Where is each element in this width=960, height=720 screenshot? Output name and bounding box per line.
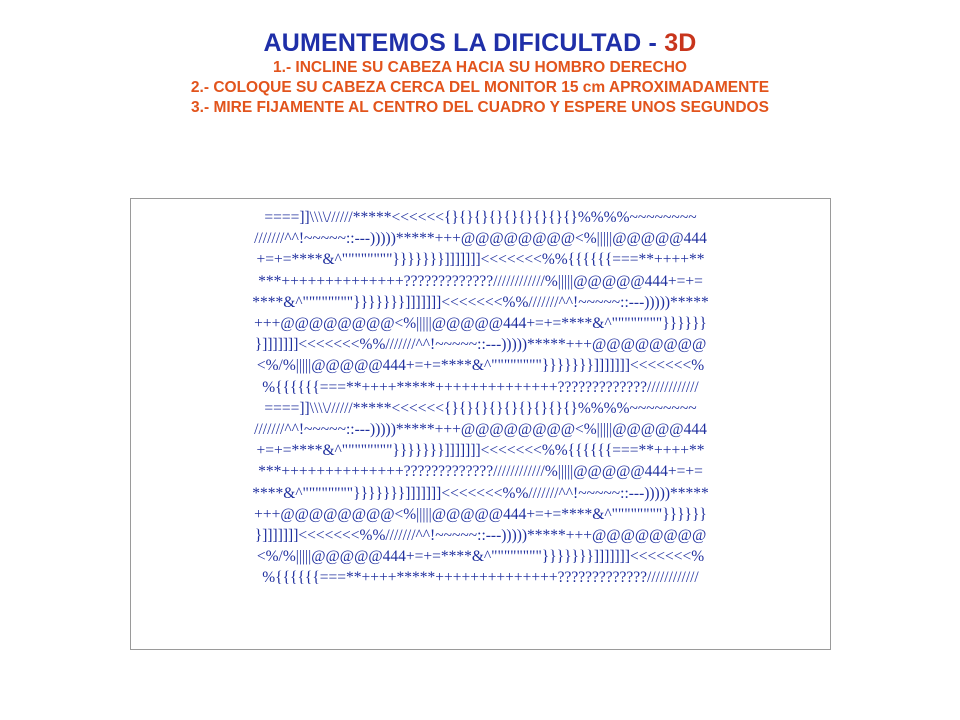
instruction-1: 1.- INCLINE SU CABEZA HACIA SU HOMBRO DERECHO: [273, 59, 687, 76]
pattern-line: ****&^""""""""}}}}}}}]]]]]]]<<<<<<<%%///////^^!~~~~~::---)))))*****: [252, 293, 709, 311]
pattern-line: +++@@@@@@@@<%|||||@@@@@444+=+=****&^""""""""}}}}}}: [254, 505, 707, 523]
pattern-line: ///////^^!~~~~~::---)))))*****+++@@@@@@@@<%|||||@@@@@444: [254, 230, 707, 248]
pattern-line: ***++++++++++++++?????????????////////////%|||||@@@@@444+=+=: [258, 272, 703, 290]
instruction-2: 2.- COLOQUE SU CABEZA CERCA DEL MONITOR 15 cm APROXIMADAMENTE: [190, 79, 770, 96]
pattern-line: +=+=****&^""""""""}}}}}}}]]]]]]]<<<<<<<%%{{{{{{===**++++**: [256, 251, 705, 269]
character-pattern: [131, 207, 830, 589]
title-accent-3d: 3D: [664, 29, 697, 57]
pattern-line: ****&^""""""""}}}}}}}]]]]]]]<<<<<<<%%///////^^!~~~~~::---)))))*****: [252, 484, 709, 502]
pattern-line: <%/%|||||@@@@@444+=+=****&^""""""""}}}}}}}]]]]]]]<<<<<<<%: [256, 357, 705, 375]
pattern-line: ====]]\\\\//////*****<<<<<<{}{}{}{}{}{}{}{}{}%%%%~~~~~~~~: [264, 209, 697, 226]
pattern-line: ///////^^!~~~~~::---)))))*****+++@@@@@@@@<%|||||@@@@@444: [254, 421, 707, 439]
pattern-line: +=+=****&^""""""""}}}}}}}]]]]]]]<<<<<<<%%{{{{{{===**++++**: [256, 442, 705, 460]
pattern-line: ====]]\\\\//////*****<<<<<<{}{}{}{}{}{}{}{}{}%%%%~~~~~~~~: [264, 399, 697, 417]
stereogram-frame: [130, 198, 831, 650]
instruction-3: 3.- MIRE FIJAMENTE AL CENTRO DEL CUADRO Y ESPERE UNOS SEGUNDOS: [191, 99, 769, 116]
pattern-line: }]]]]]]]<<<<<<<%%///////^^!~~~~~::---)))))*****+++@@@@@@@@: [254, 527, 707, 545]
pattern-line: ***++++++++++++++?????????????////////////%|||||@@@@@444+=+=: [258, 463, 703, 481]
header: [0, 28, 960, 118]
pattern-line: +++@@@@@@@@<%|||||@@@@@444+=+=****&^""""""""}}}}}}: [254, 315, 707, 333]
pattern-line: }]]]]]]]<<<<<<<%%///////^^!~~~~~::---)))))*****+++@@@@@@@@: [254, 336, 707, 354]
page-title: [0, 28, 960, 58]
pattern-line: %{{{{{{===**++++*****++++++++++++++?????????????////////////: [262, 378, 699, 396]
pattern-line: %{{{{{{===**++++*****++++++++++++++?????????????////////////: [262, 569, 699, 587]
title-main: AUMENTEMOS LA DIFICULTAD -: [263, 29, 665, 57]
pattern-line: <%/%|||||@@@@@444+=+=****&^""""""""}}}}}}}]]]]]]]<<<<<<<%: [256, 548, 705, 566]
